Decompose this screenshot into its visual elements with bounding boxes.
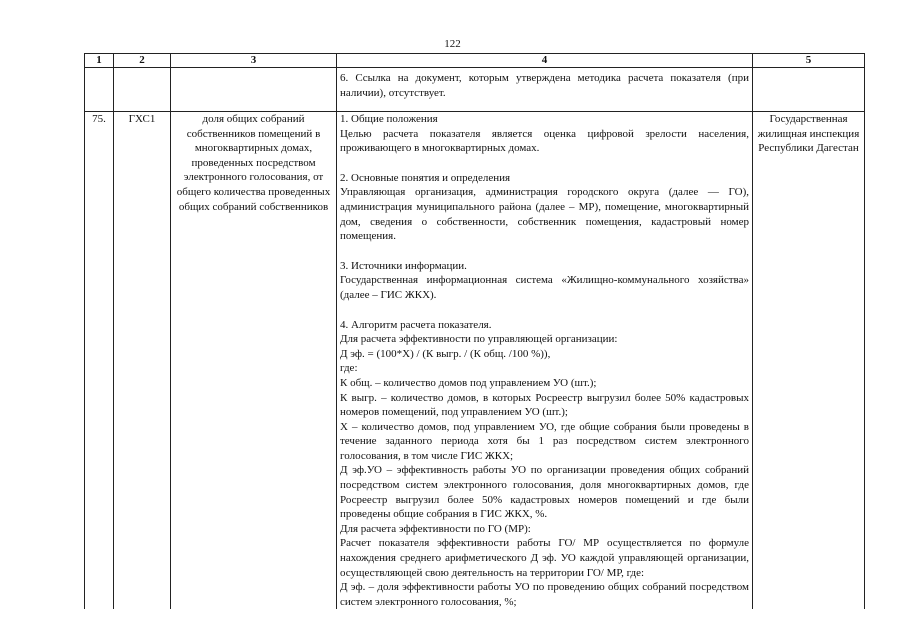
methodology-paragraph: К общ. – количество домов под управлением УО (шт.); bbox=[340, 376, 597, 389]
methodology-paragraph: 2. Основные понятия и определения bbox=[340, 171, 511, 184]
methodology-paragraph: Для расчета эффективности по управляющей организации: bbox=[340, 333, 618, 346]
methodology-paragraph: Д эф.УО – эффективность работы УО по организации проведения общих собраний посредством систем электронного голосования, доля многоквартирных домов, где Росреестр выгрузил более 50% кадастровых номеров помещений и где были проведены общие собрания в ГИС ЖКХ, %. bbox=[340, 464, 749, 521]
continuation-text: 6. Ссылка на документ, которым утверждена методика расчета показателя (при наличии), отсутствует. bbox=[340, 72, 749, 99]
methodology-paragraph: Расчет показателя эффективности работы ГО/ МР осуществляется по формуле нахождения среднего арифметического Д эф. УО каждой управляющей организации, осуществляющей свою деятельность на территории ГО/ МР, где: bbox=[340, 537, 749, 579]
methodology-paragraph: Целью расчета показателя является оценка цифровой зрелости населения, проживающего в многоквартирных домах. bbox=[340, 127, 749, 155]
methodology-paragraph: Государственная информационная система «Жилищно-коммунального хозяйства» (далее – ГИС ЖКХ). bbox=[340, 274, 749, 301]
header-col-5: 5 bbox=[753, 54, 865, 68]
methodology-paragraph: Для расчета эффективности по ГО (МР): bbox=[340, 522, 531, 535]
row-number: 75. bbox=[85, 112, 114, 610]
methodology-paragraph: где: bbox=[340, 362, 358, 375]
methodology-paragraph: Управляющая организация, администрация городского округа (далее — ГО), администрация муниципального района (далее – МР), помещение, многоквартирный дом, сведения о собственности, собственник помещения, кадастровый номер помещения. bbox=[340, 186, 749, 243]
continuation-cell-4 bbox=[337, 68, 753, 112]
header-col-4: 4 bbox=[337, 54, 753, 68]
methodology-paragraph: К выгр. – количество домов, в которых Росреестр выгрузил более 50% кадастровых номеров помещений, под управлением УО (шт.); bbox=[340, 391, 749, 419]
methodology-paragraph: Х – количество домов, под управлением УО, где общие собрания были проведены в течение заданного периода хотя бы 1 раз посредством систем электронного голосования, в том числе ГИС ЖКХ; bbox=[340, 420, 749, 462]
header-col-3: 3 bbox=[171, 54, 337, 68]
methodology-text bbox=[340, 112, 749, 609]
continuation-cell-2 bbox=[114, 68, 171, 112]
header-col-1: 1 bbox=[85, 54, 114, 68]
responsible-organization: Государственная жилищная инспекция Республики Дагестан bbox=[753, 112, 865, 610]
methodology-paragraph: 3. Источники информации. bbox=[340, 259, 467, 272]
table-header-row bbox=[85, 54, 865, 68]
continuation-cell-1 bbox=[85, 68, 114, 112]
indicator-code: ГХС1 bbox=[114, 112, 171, 610]
continuation-cell-5 bbox=[753, 68, 865, 112]
table-row bbox=[85, 112, 865, 610]
methodology-cell bbox=[337, 112, 753, 610]
header-col-2: 2 bbox=[114, 54, 171, 68]
continuation-row bbox=[85, 68, 865, 112]
page-number: 122 bbox=[444, 38, 461, 50]
methodology-paragraph: 1. Общие положения bbox=[340, 113, 438, 125]
continuation-cell-3 bbox=[171, 68, 337, 112]
indicator-name: доля общих собраний собственников помещений в многоквартирных домах, проведенных посредством электронного голосования, от общего количества проведенных общих собраний собственников bbox=[171, 112, 337, 610]
methodology-paragraph: Д эф. – доля эффективности работы УО по проведению общих собраний посредством систем электронного голосования, %; bbox=[340, 581, 749, 608]
methodology-paragraph: Д эф. = (100*Х) / (К выгр. / (К общ. /100 %)), bbox=[340, 347, 551, 360]
methodology-paragraph: 4. Алгоритм расчета показателя. bbox=[340, 318, 492, 331]
indicator-table bbox=[84, 53, 865, 609]
